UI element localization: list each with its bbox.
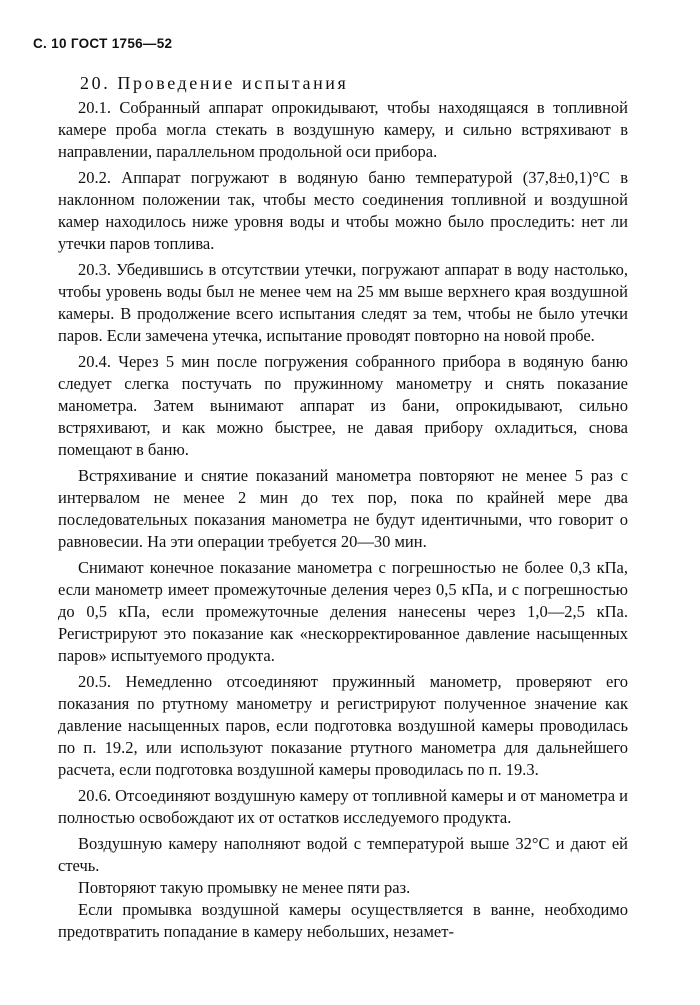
paragraph-20-1: 20.1. Собранный аппарат опрокидывают, чтобы находящаяся в топливной камере проба могла стекать в воздушную камеру, и сильно встряхивают в направлении, параллельном продольной оси прибора. bbox=[58, 98, 628, 161]
paragraph-20-4: 20.4. Через 5 мин после погружения собранного прибора в водяную баню следует слегка постучать по пружинному манометру и снять показание манометра. Затем вынимают аппарат из бани, опрокидывают, сильно встряхивают, и как можно быстрее, не давая прибору охладиться, снова помещают в баню. bbox=[58, 352, 628, 459]
document-body bbox=[58, 97, 628, 943]
section-title: 20. Проведение испытания bbox=[80, 73, 349, 93]
paragraph-final-reading: Снимают конечное показание манометра с погрешностью не более 0,3 кПа, если манометр имеет промежуточные деления через 0,5 кПа, и с погрешностью до 0,5 кПа, если промежуточные деления нанесены через 1,0—2,5 кПа. Регистрируют это показание как «нескорректированное давление насыщенных паров» испытуемого продукта. bbox=[58, 558, 628, 665]
page-header: С. 10 ГОСТ 1756—52 bbox=[33, 36, 173, 51]
paragraph-repeat-rinse: Повторяют такую промывку не менее пяти раз. bbox=[78, 878, 411, 897]
paragraph-20-6: 20.6. Отсоединяют воздушную камеру от топливной камеры и от манометра и полностью освобождают их от остатков исследуемого продукта. bbox=[58, 786, 628, 827]
paragraph-20-2: 20.2. Аппарат погружают в водяную баню температурой (37,8±0,1)°С в наклонном положении так, чтобы место соединения топливной и воздушной камер находилось ниже уровня воды и чтобы можно было проследить: нет ли утечки паров топлива. bbox=[58, 168, 628, 253]
paragraph-20-3: 20.3. Убедившись в отсутствии утечки, погружают аппарат в воду настолько, чтобы уровень воды был не менее чем на 25 мм выше верхнего края воздушной камеры. В продолжение всего испытания следят за тем, чтобы не было утечки паров. Если замечена утечка, испытание проводят повторно на новой пробе. bbox=[58, 260, 628, 345]
paragraph-shaking-repeat: Встряхивание и снятие показаний манометра повторяют не менее 5 раз с интервалом не менее 2 мин до тех пор, пока по крайней мере два последовательных показания манометра не будут идентичными, что говорит о равновесии. На эти операции требуется 20—30 мин. bbox=[58, 466, 628, 551]
paragraph-bath-rinse: Если промывка воздушной камеры осуществляется в ванне, необходимо предотвратить попадание в камеру небольших, незамет- bbox=[58, 900, 628, 941]
paragraph-20-5: 20.5. Немедленно отсоединяют пружинный манометр, проверяют его показания по ртутному манометру и регистрируют полученное значение как давление насыщенных паров, если подготовка воздушной камеры проводилась по п. 19.2, или используют показание ртутного манометра для дальнейшего расчета, если подготовка воздушной камеры проводилась по п. 19.3. bbox=[58, 672, 628, 779]
paragraph-fill-air-chamber: Воздушную камеру наполняют водой с температурой выше 32°С и дают ей стечь. bbox=[58, 834, 628, 875]
